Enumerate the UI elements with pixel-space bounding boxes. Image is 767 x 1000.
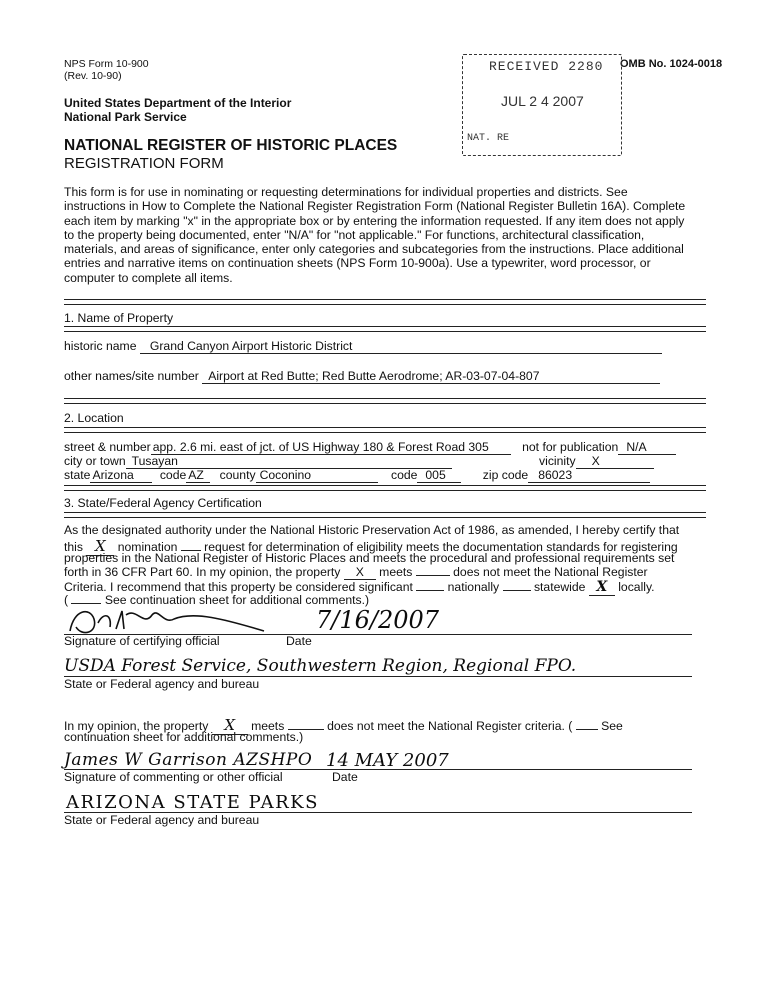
cert-nomination-text: nomination xyxy=(117,540,178,554)
certifying-date: 7/16/2007 xyxy=(316,606,440,634)
service-name: National Park Service xyxy=(64,110,187,124)
commenting-signature-handwriting: James W Garrison AZSHPO xyxy=(64,750,313,770)
statewide-checkbox[interactable]: X xyxy=(589,579,615,596)
omb-number: OMB No. 1024-0018 xyxy=(620,58,723,70)
historic-name-label: historic name xyxy=(64,339,137,353)
department-name: United States Department of the Interior xyxy=(64,96,292,110)
city-row xyxy=(64,454,654,469)
opinion-meets-checkbox[interactable]: X xyxy=(212,716,248,735)
certifying-agency-handwriting: USDA Forest Service, Southwestern Region, Regional FPO. xyxy=(64,656,577,676)
cert-does-not-meet-text: does not meet the National Register xyxy=(453,565,648,579)
state-row xyxy=(64,468,650,483)
county-code-field[interactable]: 005 xyxy=(417,468,461,483)
cert-criteria-text: Criteria. I recommend that this property be considered significant xyxy=(64,580,413,594)
form-title: NATIONAL REGISTER OF HISTORIC PLACES xyxy=(64,137,398,154)
not-for-publication-field[interactable]: N/A xyxy=(618,440,676,455)
state-field[interactable]: Arizona xyxy=(90,468,152,483)
form-revision: (Rev. 10-90) xyxy=(64,70,122,82)
opinion-see-text: See xyxy=(601,719,623,733)
statewide-blank[interactable] xyxy=(503,590,531,591)
opinion-meets-text: meets xyxy=(251,719,285,733)
nationally-text: nationally xyxy=(447,580,500,594)
cert-does-not-meet-checkbox[interactable] xyxy=(416,575,450,576)
certification-line-1: As the designated authority under the National Historic Preservation Act of 1986, as amended, I hereby certify that xyxy=(64,523,680,537)
commenting-date-handwriting: 14 MAY 2007 xyxy=(326,750,449,771)
locally-text: locally. xyxy=(618,580,655,594)
cert-opinion-text: forth in 36 CFR Part 60. In my opinion, the property xyxy=(64,565,341,579)
section-3-heading: 3. State/Federal Agency Certification xyxy=(64,496,262,510)
cert-this-text: this xyxy=(64,540,83,554)
certifying-date-label: Date xyxy=(286,634,312,648)
certifying-signature-label: Signature of certifying official xyxy=(64,634,220,648)
state-code-field[interactable]: AZ xyxy=(186,468,210,483)
vicinity-label: vicinity xyxy=(539,454,576,468)
other-names-row xyxy=(64,369,660,384)
opinion-does-not-meet-text: does not meet the National Register criteria. ( xyxy=(327,719,573,733)
city-label: city or town xyxy=(64,454,126,468)
commenting-agency-label: State or Federal agency and bureau xyxy=(64,813,260,827)
street-label: street & number xyxy=(64,440,151,454)
commenting-signature-label: Signature of commenting or other official xyxy=(64,770,283,784)
certification-line-4 xyxy=(64,565,648,580)
instructions-paragraph: This form is for use in nominating or requesting determinations for individual properties and districts. See instructions in How to Complete the National Register Registration Form (National Register Bulletin 16A). Complete each item by marking "x" in the appropriate box or by entering the information requested. If any item does not apply to the property being documented, enter "N/A" for "not applicable." For functions, architectural classification, materials, and areas of significance, enter only categories and subcategories from the instructions. Place additional entries and narrative items on continuation sheets (NPS Form 10-900a). Use a typewriter, word processor, or computer to complete all items. xyxy=(64,185,686,285)
commenting-date-label: Date xyxy=(332,770,358,784)
form-number: NPS Form 10-900 xyxy=(64,58,149,70)
nationally-checkbox[interactable] xyxy=(416,590,444,591)
cert-meets-text: meets xyxy=(379,565,413,579)
separator-rule xyxy=(64,398,706,404)
historic-name-row xyxy=(64,339,662,354)
stamp-date: JUL 2 4 2007 xyxy=(501,93,584,109)
zip-code-label: zip code xyxy=(482,468,529,482)
opinion-continuation-checkbox[interactable] xyxy=(576,729,598,730)
continuation-text: See continuation sheet for additional comments.) xyxy=(104,593,370,607)
separator-rule xyxy=(64,299,706,305)
separator-rule xyxy=(64,326,706,332)
commenting-agency-handwriting: ARIZONA STATE PARKS xyxy=(66,792,319,813)
received-stamp xyxy=(462,54,622,156)
certifying-agency-label: State or Federal agency and bureau xyxy=(64,677,260,691)
city-field[interactable]: Tusayan xyxy=(126,454,452,469)
other-names-field[interactable]: Airport at Red Butte; Red Butte Aerodrome; AR-03-07-04-807 xyxy=(202,369,660,384)
state-code-label: code xyxy=(159,468,187,482)
state-label: state xyxy=(64,468,91,482)
nomination-checkbox[interactable]: X xyxy=(86,537,114,556)
county-code-label: code xyxy=(390,468,418,482)
opinion-line-2: continuation sheet for additional comments.) xyxy=(64,730,304,744)
certification-line-3: properties in the National Register of Historic Places and meets the procedural and professional requirements set xyxy=(64,551,675,565)
form-subtitle: REGISTRATION FORM xyxy=(64,155,224,172)
other-names-label: other names/site number xyxy=(64,369,199,383)
cert-meets-checkbox[interactable]: X xyxy=(344,565,376,580)
stamp-received: RECEIVED 2280 xyxy=(489,59,604,74)
opinion-text: In my opinion, the property xyxy=(64,719,209,733)
county-field[interactable]: Coconino xyxy=(256,468,378,483)
separator-rule xyxy=(64,512,706,518)
separator-rule xyxy=(64,485,706,491)
not-for-publication-label: not for publication xyxy=(522,440,619,454)
street-row xyxy=(64,440,676,455)
county-label: county xyxy=(219,468,256,482)
statewide-text: statewide xyxy=(533,580,586,594)
cert-request-text: request for determination of eligibility meets the documentation standards for registering xyxy=(204,540,678,554)
historic-name-field[interactable]: Grand Canyon Airport Historic District xyxy=(140,339,662,354)
vicinity-field[interactable]: X xyxy=(576,454,654,469)
open-paren: ( xyxy=(64,593,69,607)
zip-code-field[interactable]: 86023 xyxy=(528,468,650,483)
section-2-heading: 2. Location xyxy=(64,411,124,425)
stamp-nat-reg: NAT. RE xyxy=(467,133,510,144)
section-1-heading: 1. Name of Property xyxy=(64,311,174,325)
separator-rule xyxy=(64,427,706,433)
street-field[interactable]: app. 2.6 mi. east of jct. of US Highway 180 & Forest Road 305 xyxy=(151,440,511,455)
continuation-checkbox[interactable] xyxy=(71,603,101,604)
